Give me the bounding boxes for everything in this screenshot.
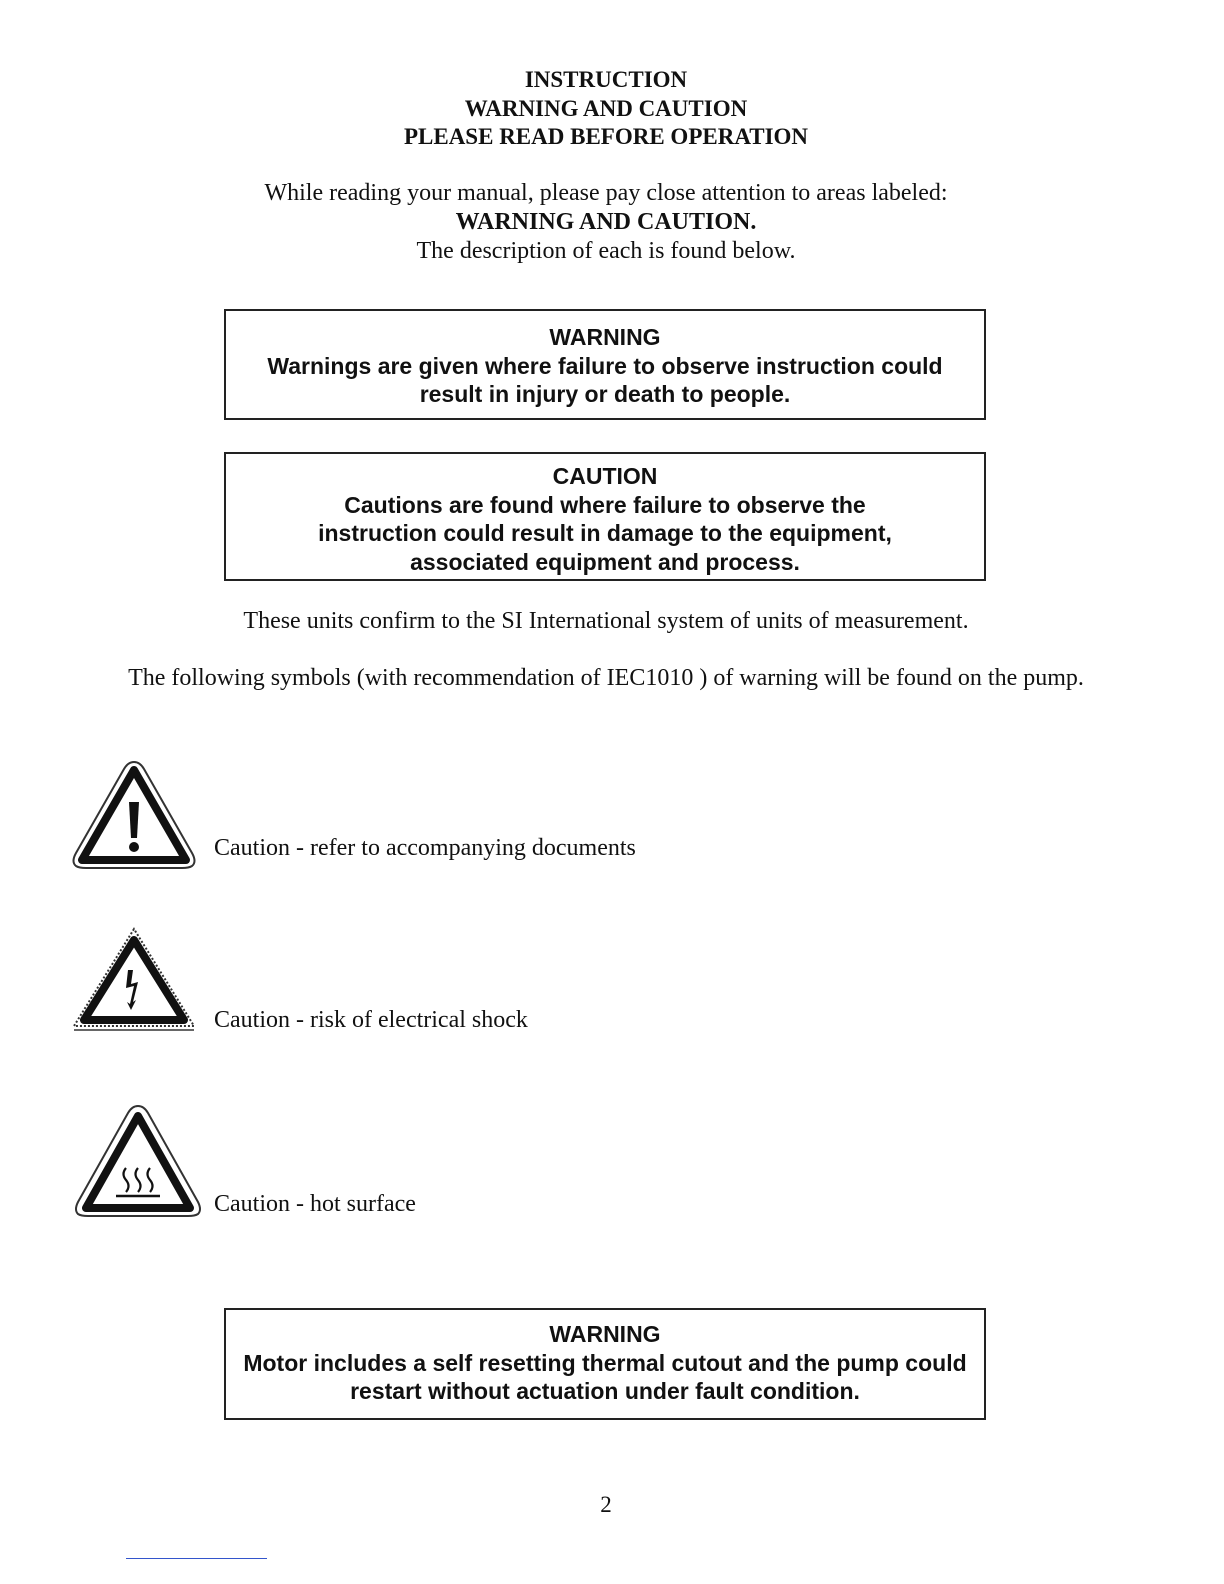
- hot-surface-icon: [72, 1102, 204, 1220]
- page-number: 2: [600, 1492, 612, 1517]
- caution-box-line-1: Cautions are found where failure to observe the: [344, 491, 866, 518]
- intro-line-1: While reading your manual, please pay close attention to areas labeled:: [264, 180, 948, 206]
- header-line-read-before: PLEASE READ BEFORE OPERATION: [403, 124, 809, 149]
- motor-warning-title: WARNING: [549, 1321, 661, 1347]
- header-line-instruction: INSTRUCTION: [524, 67, 688, 92]
- warning-box: [224, 309, 986, 420]
- exclamation-triangle-icon: [70, 758, 198, 870]
- units-statement: These units confirm to the SI International system of units of measurement.: [243, 608, 969, 634]
- electrical-shock-icon: [70, 926, 198, 1034]
- warning-box-line-1: Warnings are given where failure to observe instruction could: [267, 352, 943, 379]
- caution-box: [224, 452, 986, 581]
- footer-rule: [126, 1558, 267, 1559]
- intro-line-2: WARNING AND CAUTION.: [455, 209, 757, 235]
- intro-line-3: The description of each is found below.: [416, 238, 796, 264]
- warning-box-line-2: result in injury or death to people.: [419, 381, 791, 407]
- warning-box-title: WARNING: [549, 324, 661, 350]
- motor-warning-line-2: restart without actuation under fault condition.: [350, 1378, 860, 1404]
- intro-paragraph: [0, 179, 1212, 266]
- symbol-caption-hot-surface: Caution - hot surface: [214, 1191, 416, 1217]
- motor-warning-box: [224, 1308, 986, 1420]
- page-header: [0, 66, 1212, 152]
- caution-box-line-2: instruction could result in damage to the equipment,: [318, 520, 892, 546]
- symbol-caption-documents: Caution - refer to accompanying documents: [214, 835, 636, 861]
- caution-box-line-3: associated equipment and process.: [410, 548, 800, 575]
- header-line-warning-caution: WARNING AND CAUTION: [464, 95, 748, 121]
- symbols-intro: The following symbols (with recommendation of IEC1010 ) of warning will be found on the pump.: [128, 665, 1084, 691]
- motor-warning-line-1: Motor includes a self resetting thermal cutout and the pump could: [243, 1349, 967, 1376]
- caution-box-title: CAUTION: [552, 463, 658, 489]
- symbol-caption-electrical: Caution - risk of electrical shock: [214, 1007, 528, 1033]
